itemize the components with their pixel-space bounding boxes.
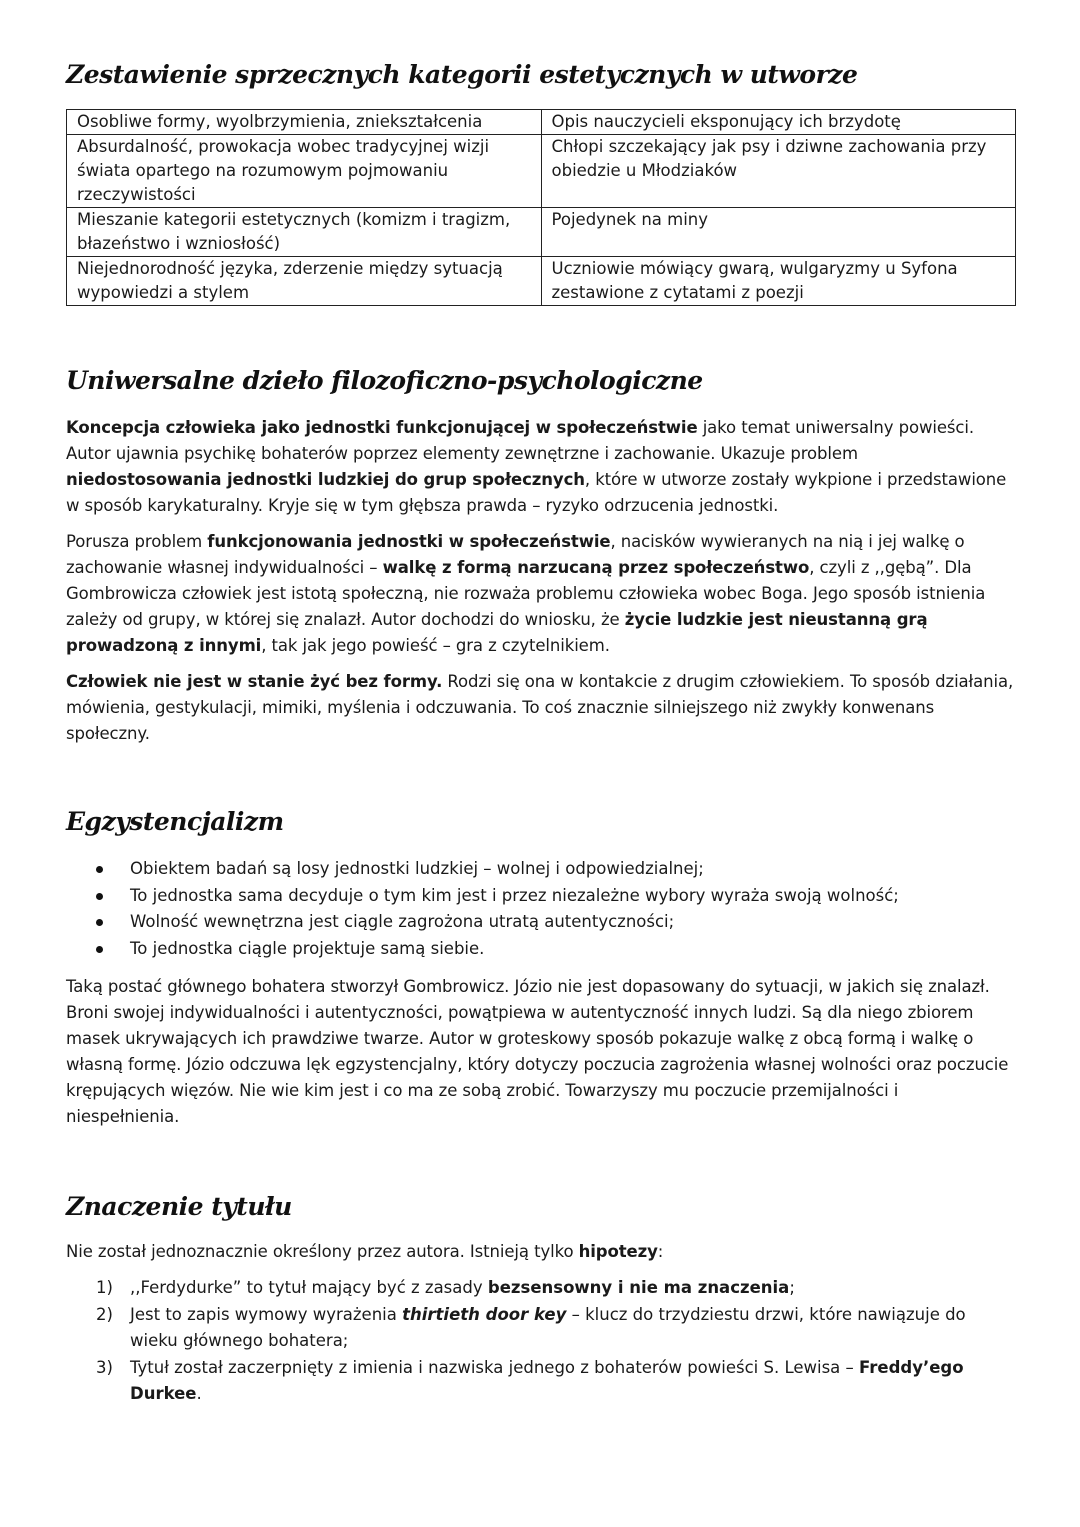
list-item-text: To jednostka sama decyduje o tym kim jest i przez niezależne wybory wyraża swoją wolność; (130, 885, 899, 905)
text-span: ,,Ferdydurke” to tytuł mający być z zasady (130, 1278, 488, 1297)
bold-phrase: niedostosowania jednostki ludzkiej do grup społecznych (66, 470, 585, 489)
paragraph-concept (66, 415, 1016, 519)
table-cell-example: Pojedynek na miny (541, 208, 1016, 257)
text-span: , które w utworze zostały wykpione i przedstawione w sposób karykaturalny. Kryje się w tym głębsza prawda – ryzyko odrzucenia jednostki. (66, 470, 1007, 515)
section-heading-existentialism: Egzystencjalizm (66, 807, 284, 836)
table-cell-category: Osobliwe formy, wyolbrzymienia, zniekształcenia (67, 110, 542, 135)
bullet-icon (96, 866, 103, 873)
table-row (67, 208, 1016, 257)
hypotheses-list (66, 1275, 1016, 1408)
bullet-icon (96, 919, 103, 926)
list-item (66, 856, 1016, 883)
text-span: – klucz do trzydziestu drzwi, które nawiązuje do wieku głównego bohatera; (130, 1304, 966, 1350)
table-cell-category: Niejednorodność języka, zderzenie między sytuacją wypowiedzi a stylem (67, 257, 542, 306)
section-heading-aesthetics: Zestawienie sprzecznych kategorii estetycznych w utworze (66, 60, 858, 89)
section-heading-universal: Uniwersalne dzieło filozoficzno-psychologiczne (66, 366, 703, 395)
text-span: . (196, 1384, 202, 1403)
table-row (67, 110, 1016, 135)
list-item-text: Wolność wewnętrzna jest ciągle zagrożona utratą autentyczności; (130, 912, 675, 931)
paragraph-form (66, 669, 1016, 747)
section-heading-title-meaning: Znaczenie tytułu (66, 1192, 292, 1221)
table-row (67, 257, 1016, 306)
bold-phrase: Koncepcja człowieka jako jednostki funkcjonującej w społeczeństwie (66, 418, 698, 437)
text-span: jako temat uniwersalny powieści. Autor ujawnia psychikę bohaterów poprzez elementy zewnętrzne i zachowanie. Ukazuje problem (66, 418, 974, 463)
list-item (66, 883, 1016, 910)
bold-phrase: Freddy’ego Durkee (130, 1357, 964, 1403)
existentialism-list (66, 856, 1016, 962)
paragraph-jozio: Taką postać głównego bohatera stworzył Gombrowicz. Józio nie jest dopasowany do sytuacji, w jakich się znalazł. Broni swojej indywidualności i autentyczności, powątpiewa w autentyczność innych ludzi. Są dla niego zbiorem masek ukrywających ich prawdziwe twarze. Autor w groteskowy sposób pokazuje walkę z obcą formą i walkę o własną formę. Józio odczuwa lęk egzystencjalny, który dotyczy poczucia zagrożenia własnej wolności oraz poczucie krępujących więzów. Nie wie kim jest i co ma ze sobą zrobić. Towarzyszy mu poczucie przemijalności i niespełnienia. (66, 977, 1009, 1126)
list-item (66, 1275, 1016, 1302)
text-span: : (657, 1242, 664, 1261)
table-cell-example: Opis nauczycieli eksponujący ich brzydotę (541, 110, 1016, 135)
text-span: Nie został jednoznacznie określony przez autora. Istnieją tylko (66, 1242, 579, 1261)
bold-phrase: Człowiek nie jest w stanie żyć bez formy. (66, 672, 443, 691)
table-cell-category: Absurdalność, prowokacja wobec tradycyjnej wizji świata opartego na rozumowym pojmowaniu rzeczywistości (67, 135, 542, 208)
list-item (66, 936, 1016, 963)
text-span: , czyli z ,,gębą”. Dla Gombrowicza człowiek jest istotą społeczną, nie rozważa problemu człowieka wobec Boga. Jego sposób istnienia zależy od grupy, w której się znalazł. Autor dochodzi do wniosku, że (66, 558, 986, 629)
document-page (66, 60, 1016, 1408)
bold-phrase: hipotezy (578, 1242, 658, 1261)
list-number: 3) (96, 1357, 113, 1377)
bold-phrase: życie ludzkie jest nieustanną grą prowadzoną z innymi (66, 610, 928, 655)
bold-phrase: thirtieth door key (402, 1304, 567, 1324)
bold-phrase: funkcjonowania jednostki w społeczeństwie (207, 532, 611, 551)
bold-phrase: walkę z formą narzucaną przez społeczeństwo (382, 558, 810, 577)
bold-phrase: bezsensowny i nie ma znaczenia (487, 1278, 790, 1297)
list-item (66, 909, 1016, 936)
list-number: 1) (96, 1278, 113, 1297)
table-cell-example: Uczniowie mówiący gwarą, wulgaryzmy u Syfona zestawione z cytatami z poezji (541, 257, 1016, 306)
bullet-icon (96, 893, 103, 900)
list-item (66, 1355, 1016, 1408)
text-span: ; (789, 1278, 795, 1297)
paragraph-intro (66, 1239, 1016, 1265)
bullet-icon (96, 946, 103, 953)
list-item (66, 1302, 1016, 1355)
text-span: Porusza problem (66, 532, 208, 551)
list-item-text: Obiektem badań są losy jednostki ludzkiej – wolnej i odpowiedzialnej; (130, 859, 704, 878)
table-cell-category: Mieszanie kategorii estetycznych (komizm i tragizm, błazeństwo i wzniosłość) (67, 208, 542, 257)
aesthetics-table (66, 109, 1016, 306)
table-row (67, 135, 1016, 208)
text-span: , tak jak jego powieść – gra z czytelnikiem. (261, 636, 610, 655)
text-span: Rodzi się ona w kontakcie z drugim człowiekiem. To sposób działania, mówienia, gestykulacji, mimiki, myślenia i odczuwania. To coś znacznie silniejszego niż zwykły konwenans społeczny. (66, 672, 1014, 743)
text-span: , nacisków wywieranych na nią i jej walkę o zachowanie własnej indywidualności – (66, 532, 965, 577)
text-span: Jest to zapis wymowy wyrażenia (130, 1304, 403, 1324)
list-item-text: To jednostka ciągle projektuje samą siebie. (130, 938, 485, 958)
table-cell-example: Chłopi szczekający jak psy i dziwne zachowania przy obiedzie u Młodziaków (541, 135, 1016, 208)
list-number: 2) (96, 1304, 113, 1324)
paragraph-society (66, 529, 1016, 659)
text-span: Tytuł został zaczerpnięty z imienia i nazwiska jednego z bohaterów powieści S. Lewisa – (130, 1357, 860, 1377)
